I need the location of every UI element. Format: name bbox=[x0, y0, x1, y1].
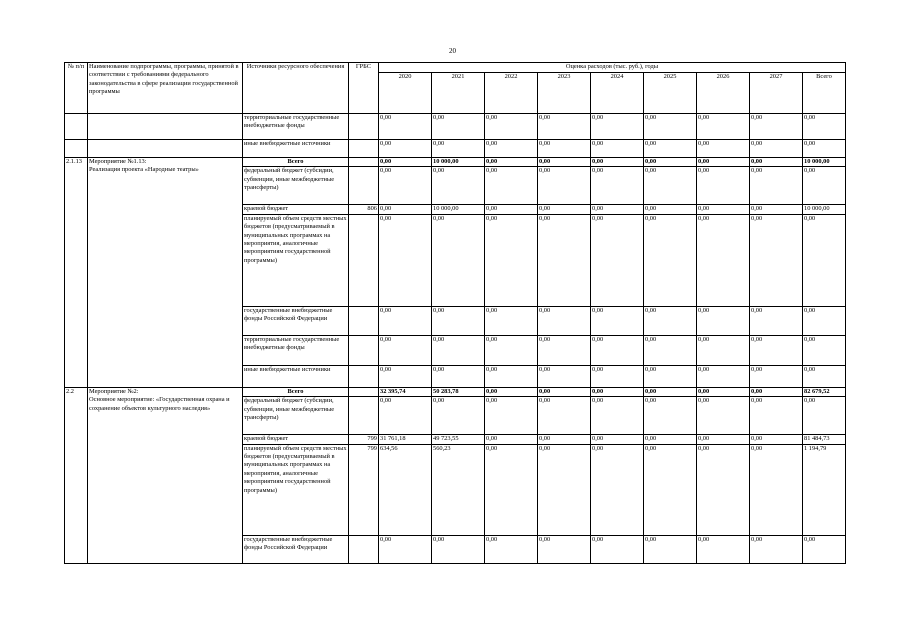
value-cell: 0,00 bbox=[379, 205, 432, 214]
value-cell: 0,00 bbox=[432, 114, 485, 140]
value-cell: 0,00 bbox=[644, 205, 697, 214]
value-cell: 0,00 bbox=[485, 387, 538, 396]
value-cell: 10 000,00 bbox=[432, 205, 485, 214]
value-cell: 0,00 bbox=[591, 387, 644, 396]
row-num: 2.2 bbox=[65, 387, 88, 563]
value-cell: 0,00 bbox=[538, 114, 591, 140]
value-cell: 0,00 bbox=[379, 114, 432, 140]
source-label: планируемый объем средств местных бюджетов (предусматриваемый в муниципальных программах на мероприятия, аналогичные мероприятиям государственной программы) bbox=[243, 214, 349, 306]
value-cell: 0,00 bbox=[591, 444, 644, 535]
value-cell: 0,00 bbox=[697, 335, 750, 365]
value-cell: 0,00 bbox=[750, 397, 803, 435]
value-cell: 0,00 bbox=[591, 205, 644, 214]
value-cell: 0,00 bbox=[750, 205, 803, 214]
value-cell: 0,00 bbox=[538, 444, 591, 535]
value-cell: 0,00 bbox=[485, 158, 538, 167]
grbs-cell bbox=[349, 535, 379, 563]
total-cell: 0,00 bbox=[803, 306, 846, 335]
row-name-line2: Реализация проекта «Народные театры» bbox=[89, 166, 199, 174]
header-year: 2024 bbox=[591, 73, 644, 114]
value-cell: 0,00 bbox=[379, 158, 432, 167]
grbs-cell bbox=[349, 365, 379, 387]
value-cell: 32 395,74 bbox=[379, 387, 432, 396]
value-cell: 0,00 bbox=[379, 306, 432, 335]
table-row bbox=[65, 158, 846, 167]
value-cell: 0,00 bbox=[591, 365, 644, 387]
value-cell: 0,00 bbox=[432, 535, 485, 563]
value-cell: 0,00 bbox=[379, 214, 432, 306]
value-cell: 0,00 bbox=[538, 365, 591, 387]
source-label: государственные внебюджетные фонды Российской Федерации bbox=[243, 535, 349, 563]
grbs-cell bbox=[349, 167, 379, 205]
row-name-line2: Основное мероприятие: «Государственная охрана и сохранение объектов культурного наследия» bbox=[89, 396, 230, 412]
source-label: государственные внебюджетные фонды Российской Федерации bbox=[243, 306, 349, 335]
grbs-cell bbox=[349, 335, 379, 365]
value-cell: 0,00 bbox=[379, 140, 432, 158]
value-cell: 0,00 bbox=[697, 397, 750, 435]
value-cell: 0,00 bbox=[644, 335, 697, 365]
value-cell: 0,00 bbox=[591, 535, 644, 563]
total-cell: 82 679,52 bbox=[803, 387, 846, 396]
header-year: 2026 bbox=[697, 73, 750, 114]
value-cell: 0,00 bbox=[697, 435, 750, 444]
total-cell: 0,00 bbox=[803, 397, 846, 435]
value-cell: 0,00 bbox=[538, 535, 591, 563]
value-cell: 0,00 bbox=[697, 535, 750, 563]
value-cell: 0,00 bbox=[750, 535, 803, 563]
value-cell: 634,56 bbox=[379, 444, 432, 535]
source-label: федеральный бюджет (субсидии, субвенции, иные межбюджетные трансферты) bbox=[243, 167, 349, 205]
value-cell: 0,00 bbox=[485, 535, 538, 563]
value-cell: 0,00 bbox=[432, 335, 485, 365]
budget-table bbox=[64, 62, 846, 564]
value-cell: 0,00 bbox=[697, 306, 750, 335]
value-cell: 0,00 bbox=[697, 205, 750, 214]
value-cell: 0,00 bbox=[644, 114, 697, 140]
value-cell: 0,00 bbox=[485, 167, 538, 205]
grbs-cell bbox=[349, 397, 379, 435]
value-cell: 0,00 bbox=[750, 214, 803, 306]
header-year: 2025 bbox=[644, 73, 697, 114]
value-cell: 0,00 bbox=[538, 205, 591, 214]
value-cell: 0,00 bbox=[485, 214, 538, 306]
value-cell: 0,00 bbox=[538, 140, 591, 158]
value-cell: 0,00 bbox=[591, 397, 644, 435]
total-cell: 0,00 bbox=[803, 214, 846, 306]
header-estimate: Оценка расходов (тыс. руб.), годы bbox=[379, 63, 846, 73]
source-label: Всего bbox=[243, 387, 349, 396]
value-cell: 0,00 bbox=[591, 114, 644, 140]
total-cell: 0,00 bbox=[803, 335, 846, 365]
header-grbs: ГРБС bbox=[349, 63, 379, 114]
header-row-1 bbox=[65, 63, 846, 73]
value-cell: 0,00 bbox=[750, 444, 803, 535]
page-number: 20 bbox=[449, 47, 456, 55]
value-cell: 0,00 bbox=[485, 114, 538, 140]
source-label: краевой бюджет bbox=[243, 435, 349, 444]
header-num: № п/п bbox=[65, 63, 88, 114]
grbs-cell: 799 bbox=[349, 435, 379, 444]
value-cell: 0,00 bbox=[591, 435, 644, 444]
value-cell: 0,00 bbox=[591, 140, 644, 158]
row-num bbox=[65, 114, 88, 140]
value-cell: 0,00 bbox=[432, 167, 485, 205]
value-cell: 0,00 bbox=[644, 365, 697, 387]
value-cell: 0,00 bbox=[432, 397, 485, 435]
row-name bbox=[88, 140, 243, 158]
value-cell: 0,00 bbox=[591, 214, 644, 306]
total-cell: 1 194,79 bbox=[803, 444, 846, 535]
value-cell: 0,00 bbox=[591, 335, 644, 365]
value-cell: 0,00 bbox=[697, 387, 750, 396]
value-cell: 0,00 bbox=[750, 387, 803, 396]
total-cell: 0,00 bbox=[803, 140, 846, 158]
source-label: краевой бюджет bbox=[243, 205, 349, 214]
value-cell: 0,00 bbox=[644, 397, 697, 435]
value-cell: 0,00 bbox=[538, 435, 591, 444]
value-cell: 0,00 bbox=[644, 306, 697, 335]
value-cell: 0,00 bbox=[644, 214, 697, 306]
value-cell: 0,00 bbox=[591, 306, 644, 335]
value-cell: 0,00 bbox=[697, 158, 750, 167]
value-cell: 49 723,55 bbox=[432, 435, 485, 444]
value-cell: 0,00 bbox=[379, 535, 432, 563]
row-name bbox=[88, 387, 243, 563]
grbs-cell bbox=[349, 114, 379, 140]
grbs-cell bbox=[349, 158, 379, 167]
value-cell: 0,00 bbox=[538, 167, 591, 205]
value-cell: 0,00 bbox=[750, 435, 803, 444]
total-cell: 0,00 bbox=[803, 167, 846, 205]
header-year: 2022 bbox=[485, 73, 538, 114]
header-year: 2023 bbox=[538, 73, 591, 114]
value-cell: 0,00 bbox=[432, 365, 485, 387]
value-cell: 0,00 bbox=[432, 306, 485, 335]
value-cell: 0,00 bbox=[591, 167, 644, 205]
value-cell: 0,00 bbox=[697, 444, 750, 535]
value-cell: 0,00 bbox=[485, 435, 538, 444]
total-cell: 0,00 bbox=[803, 365, 846, 387]
grbs-cell bbox=[349, 214, 379, 306]
value-cell: 0,00 bbox=[485, 335, 538, 365]
value-cell: 0,00 bbox=[644, 158, 697, 167]
header-year: 2027 bbox=[750, 73, 803, 114]
value-cell: 560,23 bbox=[432, 444, 485, 535]
value-cell: 31 761,18 bbox=[379, 435, 432, 444]
value-cell: 0,00 bbox=[644, 535, 697, 563]
table-row bbox=[65, 140, 846, 158]
value-cell: 0,00 bbox=[485, 306, 538, 335]
value-cell: 0,00 bbox=[750, 365, 803, 387]
grbs-cell bbox=[349, 140, 379, 158]
value-cell: 0,00 bbox=[750, 306, 803, 335]
row-name-line1: Мероприятие №1.13: bbox=[89, 158, 147, 165]
value-cell: 0,00 bbox=[697, 167, 750, 205]
grbs-cell: 799 bbox=[349, 444, 379, 535]
value-cell: 0,00 bbox=[697, 214, 750, 306]
table-row bbox=[65, 114, 846, 140]
row-name-line1: Мероприятие №2: bbox=[89, 387, 139, 395]
value-cell: 0,00 bbox=[644, 140, 697, 158]
value-cell: 0,00 bbox=[485, 205, 538, 214]
total-cell: 0,00 bbox=[803, 535, 846, 563]
header-source: Источники ресурсного обеспечения bbox=[243, 63, 349, 114]
value-cell: 0,00 bbox=[644, 444, 697, 535]
value-cell: 0,00 bbox=[485, 444, 538, 535]
value-cell: 0,00 bbox=[538, 214, 591, 306]
grbs-cell bbox=[349, 387, 379, 396]
header-total: Всего bbox=[803, 73, 846, 114]
value-cell: 50 283,78 bbox=[432, 387, 485, 396]
value-cell: 0,00 bbox=[644, 167, 697, 205]
header-year: 2021 bbox=[432, 73, 485, 114]
value-cell: 0,00 bbox=[538, 158, 591, 167]
value-cell: 0,00 bbox=[750, 114, 803, 140]
row-name bbox=[88, 114, 243, 140]
source-label: территориальные государственные внебюджетные фонды bbox=[243, 335, 349, 365]
value-cell: 0,00 bbox=[538, 387, 591, 396]
value-cell: 0,00 bbox=[432, 140, 485, 158]
value-cell: 0,00 bbox=[379, 167, 432, 205]
value-cell: 10 000,00 bbox=[432, 158, 485, 167]
value-cell: 0,00 bbox=[379, 397, 432, 435]
value-cell: 0,00 bbox=[697, 365, 750, 387]
value-cell: 0,00 bbox=[485, 365, 538, 387]
value-cell: 0,00 bbox=[697, 114, 750, 140]
value-cell: 0,00 bbox=[697, 140, 750, 158]
source-label: иные внебюджетные источники bbox=[243, 140, 349, 158]
total-cell: 0,00 bbox=[803, 114, 846, 140]
total-cell: 10 000,00 bbox=[803, 205, 846, 214]
grbs-cell: 806 bbox=[349, 205, 379, 214]
value-cell: 0,00 bbox=[485, 140, 538, 158]
grbs-cell bbox=[349, 306, 379, 335]
value-cell: 0,00 bbox=[750, 167, 803, 205]
source-label: федеральный бюджет (субсидии, субвенции, иные межбюджетные трансферты) bbox=[243, 397, 349, 435]
source-label: территориальные государственные внебюджетные фонды bbox=[243, 114, 349, 140]
total-cell: 10 000,00 bbox=[803, 158, 846, 167]
value-cell: 0,00 bbox=[432, 214, 485, 306]
source-label: Всего bbox=[243, 158, 349, 167]
source-label: иные внебюджетные источники bbox=[243, 365, 349, 387]
row-name bbox=[88, 158, 243, 388]
value-cell: 0,00 bbox=[379, 335, 432, 365]
value-cell: 0,00 bbox=[644, 387, 697, 396]
value-cell: 0,00 bbox=[538, 306, 591, 335]
value-cell: 0,00 bbox=[750, 140, 803, 158]
value-cell: 0,00 bbox=[379, 365, 432, 387]
value-cell: 0,00 bbox=[750, 158, 803, 167]
table-row bbox=[65, 387, 846, 396]
header-name: Наименование подпрограммы, программы, принятой в соответствии с требованиями федерального законодательства в сфере реализации государственной программы bbox=[88, 63, 243, 114]
total-cell: 81 484,73 bbox=[803, 435, 846, 444]
value-cell: 0,00 bbox=[538, 397, 591, 435]
value-cell: 0,00 bbox=[644, 435, 697, 444]
value-cell: 0,00 bbox=[750, 335, 803, 365]
value-cell: 0,00 bbox=[591, 158, 644, 167]
value-cell: 0,00 bbox=[538, 335, 591, 365]
source-label: планируемый объем средств местных бюджетов (предусматриваемый в муниципальных программах на мероприятия, аналогичные мероприятиям государственной программы) bbox=[243, 444, 349, 535]
value-cell: 0,00 bbox=[485, 397, 538, 435]
row-num: 2.1.13 bbox=[65, 158, 88, 388]
row-num bbox=[65, 140, 88, 158]
header-year: 2020 bbox=[379, 73, 432, 114]
